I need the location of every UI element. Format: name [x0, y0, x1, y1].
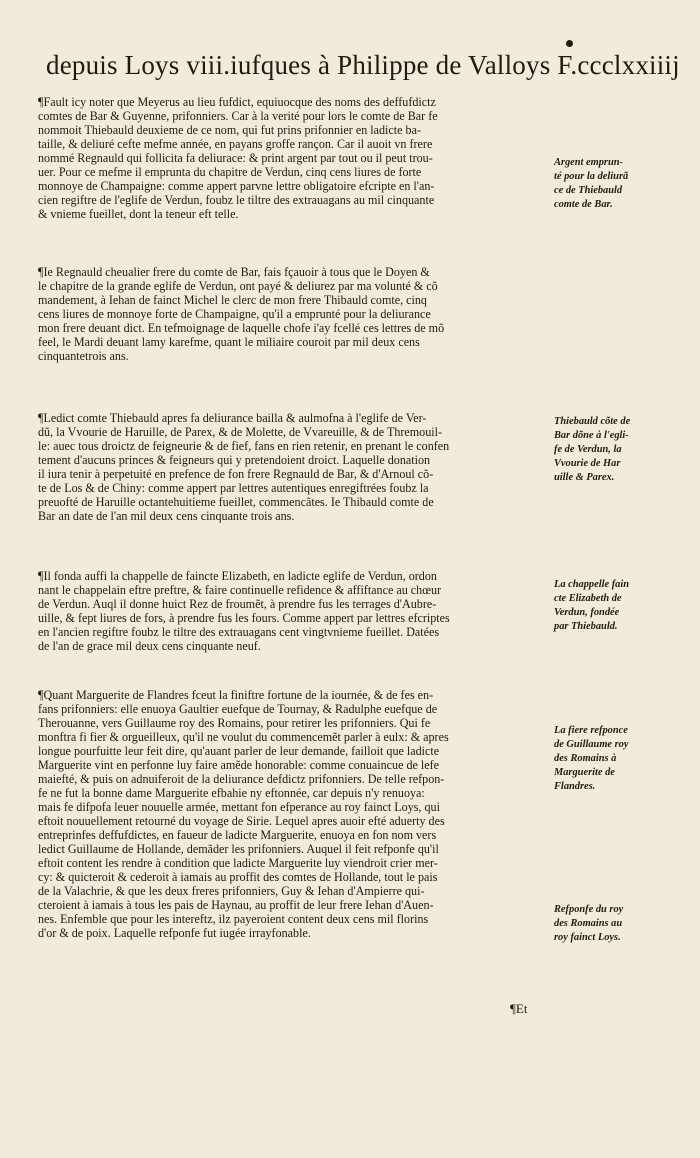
text-line: nommoit Thiebauld deuxieme de ce nom, qui fut prins prifonnier en ladicte ba-	[38, 123, 421, 137]
text-line: mandement, à Iehan de fainct Michel le clerc de mon frere Thibauld comte, cinq	[38, 293, 427, 307]
text-line: ¶Ie Regnauld cheualier frere du comte de Bar, fais fçauoir à tous que le Doyen &	[38, 265, 430, 279]
text-line: feel, le Mardi deuant lamy karefme, quant le miliaire couroit par mil deux cens	[38, 335, 420, 349]
note-line: roy fainct Loys.	[554, 932, 621, 943]
paragraph-4	[38, 569, 550, 653]
text-line: monftra fi fier & orgueilleux, qu'il ne voulut du commencemẽt parler à eulx: & apres	[38, 730, 449, 744]
text-line: eftoit nouuellement retourné du voyage de Sirie. Lequel apres auoir efté aduerty des	[38, 814, 445, 828]
note-line: Argent emprun-	[554, 157, 623, 168]
note-line: té pour la deliurã	[554, 171, 629, 182]
text-line: entreprinfes deffufdictes, en faueur de ladicte Marguerite, enuoya en fon nom vers	[38, 828, 437, 842]
paragraph-3	[38, 411, 550, 523]
text-line: maiefté, & puis on adnuiferoit de la deliurance defdictz prifonniers. De telle refpon-	[38, 772, 445, 786]
text-line: de l'an de grace mil deux cens cinquante neuf.	[38, 639, 261, 653]
note-line: des Romains au	[554, 918, 623, 929]
note-line: par Thiebauld.	[554, 621, 618, 632]
text-line: longue pourfuitte leur feit dire, qu'auant parler de leur demande, failloit que ladicte	[38, 744, 440, 758]
text-line: Therouanne, vers Guillaume roy des Romains, pour retirer les prifonniers. Qui fe	[38, 716, 431, 730]
note-line: Verdun, fondée	[554, 607, 620, 618]
paragraph-5	[38, 688, 550, 940]
text-line: ¶Quant Marguerite de Flandres fceut la finiftre fortune de la iournée, & de fes en-	[38, 688, 434, 702]
text-line: de Verdun. Auql il donne huict Rez de froumẽt, à prendre fus les terrages d'Aubre-	[38, 597, 437, 611]
text-line: Bar an date de l'an mil deux cens cinquante trois ans.	[38, 509, 295, 523]
text-line: & vnieme fueillet, dont la teneur eft telle.	[38, 207, 239, 221]
catchword: ¶Et	[510, 1001, 528, 1016]
text-line: cien regiftre de l'eglife de Verdun, foubz le tiltre des extrauagans au mil cinquante	[38, 193, 435, 207]
text-line: nommé Regnauld qui follicita fa deliurace: & print argent par tout ou il peut trou-	[38, 151, 433, 165]
text-line: fe ne fut la bonne dame Marguerite efbahie ny eftonnée, car depuis n'y renuoya:	[38, 786, 425, 800]
note-line: Thiebauld cõte de	[554, 416, 631, 427]
text-line: cteroient à iamais à tous les pais de Haynau, au proffit de leur frere Iehan d'Auen-	[38, 898, 434, 912]
note-line: comte de Bar.	[554, 199, 613, 210]
ink-dot	[566, 40, 573, 47]
margin-note-1	[554, 156, 674, 212]
note-line: La fiere refponce	[554, 725, 628, 736]
margin-note-3	[554, 578, 674, 634]
text-line: ¶Ledict comte Thiebauld apres fa deliurance bailla & aulmofna à l'eglife de Ver-	[38, 411, 427, 425]
text-line: cy: & quicteroit & cederoit à iamais au proffit des comtes de Hollande, tout le pais	[38, 870, 438, 884]
text-line: Marguerite vint en perfonne luy faire amẽde honorable: comme conuaincue de lefe	[38, 758, 440, 772]
text-line: il iura tenir à perpetuité en prefence de fon frere Regnauld de Bar, & d'Arnoul cõ-	[38, 467, 434, 481]
text-line: uer. Pour ce mefme il emprunta du chapitre de Verdun, cinq cens liures de forte	[38, 165, 422, 179]
text-line: monnoye de Champaigne: comme appert parvne lettre obligatoire efcripte en l'an-	[38, 179, 435, 193]
text-line: ¶Fault icy noter que Meyerus au lieu fufdict, equiuocque des noms des deffufdictz	[38, 95, 436, 109]
text-line: le: auec tous droictz de feigneurie & de fief, fans en rien retenir, en prenant le confen	[38, 439, 450, 453]
note-line: ce de Thiebauld	[554, 185, 623, 196]
margin-note-5	[554, 903, 674, 945]
note-line: Vvourie de Har	[554, 458, 621, 469]
running-header: depuis Loys viii.iufques à Philippe de Valloys F.ccclxxiiij	[46, 50, 680, 80]
text-line: tement d'aucuns princes & feigneurs qui y pretendoient droict. Laquelle donation	[38, 453, 431, 467]
text-line: mon frere deuant dict. En tefmoignage de laquelle chofe i'ay fcellé ces lettres de mõ	[38, 321, 445, 335]
note-line: cte Elizabeth de	[554, 593, 622, 604]
paragraph-1	[38, 95, 550, 221]
note-line: Refponfe du roy	[554, 904, 624, 915]
text-line: d'or & de poix. Laquelle refponfe fut iugée irrayfonable.	[38, 926, 311, 940]
text-line: dũ, la Vvourie de Haruille, de Parex, & de Molette, de Vvareuille, & de Thremouil-	[38, 425, 443, 439]
text-line: eftoit content les rendre à condition que ladicte Marguerite luy viendroit crier mer-	[38, 856, 438, 870]
note-line: des Romains à	[554, 753, 617, 764]
note-line: uille & Parex.	[554, 472, 615, 483]
text-line: taille, & deliuré cefte mefme année, en payans groffe rançon. Car il auoit vn frere	[38, 137, 433, 151]
text-line: nant le chappelain eftre preftre, & faire continuelle refidence & affiftance au chœur	[38, 583, 442, 597]
text-line: preuofté de Haruille octantehuitieme fueillet, commencãtes. Ie Thibauld comte de	[38, 495, 434, 509]
text-line: le chapitre de la grande eglife de Verdun, ont payé & deliurez par ma volunté & cõ	[38, 279, 438, 293]
text-line: nes. Enfemble que pour les intereftz, ilz payeroient content deux cens mil florins	[38, 912, 429, 926]
text-line: ledict Guillaume de Hollande, demãder les prifonniers. Auquel il feit refponfe qu'il	[38, 842, 439, 856]
text-line: cens liures de monnoye forte de Champaigne, qu'il a emprunté pour la deliurance	[38, 307, 431, 321]
note-line: de Guillaume roy	[554, 739, 629, 750]
note-line: fe de Verdun, la	[554, 444, 622, 455]
text-line: de la Valachrie, & que les deux freres prifonniers, Guy & Iehan d'Ampierre qui-	[38, 884, 425, 898]
note-line: La chappelle fain	[554, 579, 630, 590]
text-line: mais fe difpofa leuer nouuelle armée, mettant fon efperance au roy fainct Loys, qui	[38, 800, 440, 814]
text-line: comtes de Bar & Guyenne, prifonniers. Car à la verité pour lors le comte de Bar fe	[38, 109, 438, 123]
margin-note-2	[554, 415, 674, 485]
margin-note-4	[554, 724, 674, 794]
note-line: Bar dõne à l'egli-	[554, 430, 629, 441]
text-line: en l'ancien regiftre foubz le tiltre des extrauagans cent vingtvnieme fueillet. Datées	[38, 625, 440, 639]
text-line: cinquantetrois ans.	[38, 349, 129, 363]
note-line: Flandres.	[554, 781, 596, 792]
text-line: ¶Il fonda auffi la chappelle de faincte Elizabeth, en ladicte eglife de Verdun, ordon	[38, 569, 437, 583]
text-line: fans prifonniers: elle enuoya Gaultier euefque de Tournay, & Radulphe euefque de	[38, 702, 438, 716]
note-line: Marguerite de	[554, 767, 615, 778]
text-line: uille, & fept liures de fors, à prendre fus les fours. Comme appert par lettres efcriptes	[38, 611, 450, 625]
paragraph-2	[38, 265, 550, 363]
text-line: te de Los & de Chiny: comme appert par lettres autentiques enregiftrées foubz la	[38, 481, 429, 495]
